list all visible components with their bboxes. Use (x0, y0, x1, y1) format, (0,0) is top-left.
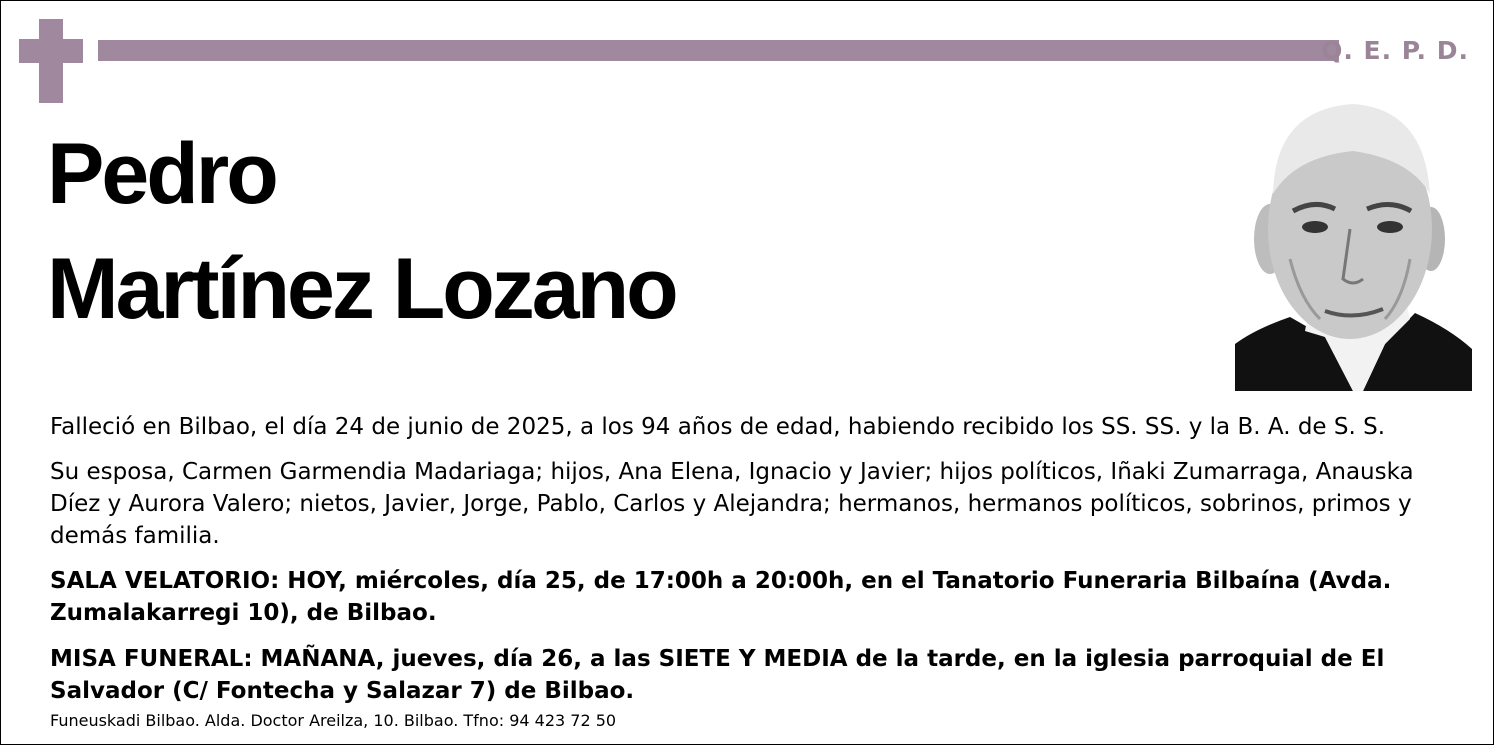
funeral-info: MISA FUNERAL: MAÑANA, jueves, día 26, a las SIETE Y MEDIA de la tarde, en la iglesia parroquial de El Salvador (C/ Fontecha y Salazar 7) de Bilbao. (50, 646, 1385, 704)
header-rule (98, 40, 1339, 61)
family-text: Su esposa, Carmen Garmendia Madariaga; hijos, Ana Elena, Ignacio y Javier; hijos políticos, Iñaki Zumarraga, Anauska Díez y Aurora Valero; nietos, Javier, Jorge, Pablo, Carlos y Alejandra; hermanos, hermanos políticos, sobrinos, primos y demás familia. (50, 459, 1414, 549)
cross-icon-bar (19, 39, 83, 63)
deceased-surnames: Martínez Lozano (47, 241, 676, 337)
wake-info: SALA VELATORIO: HOY, miércoles, día 25, de 17:00h a 20:00h, en el Tanatorio Funeraria Bilbaína (Avda. Zumalakarregi 10), de Bilbao. (50, 568, 1392, 626)
deceased-first-name: Pedro (47, 126, 276, 222)
death-notice-text: Falleció en Bilbao, el día 24 de junio de 2025, a los 94 años de edad, habiendo recibido los SS. SS. y la B. A. de S. S. (50, 414, 1386, 440)
portrait-photo (1235, 99, 1472, 391)
qepd-label: Q. E. P. D. (1321, 36, 1469, 65)
funeral-home-footer: Funeuskadi Bilbao. Alda. Doctor Areilza, 10. Bilbao. Tfno: 94 423 72 50 (50, 711, 617, 730)
